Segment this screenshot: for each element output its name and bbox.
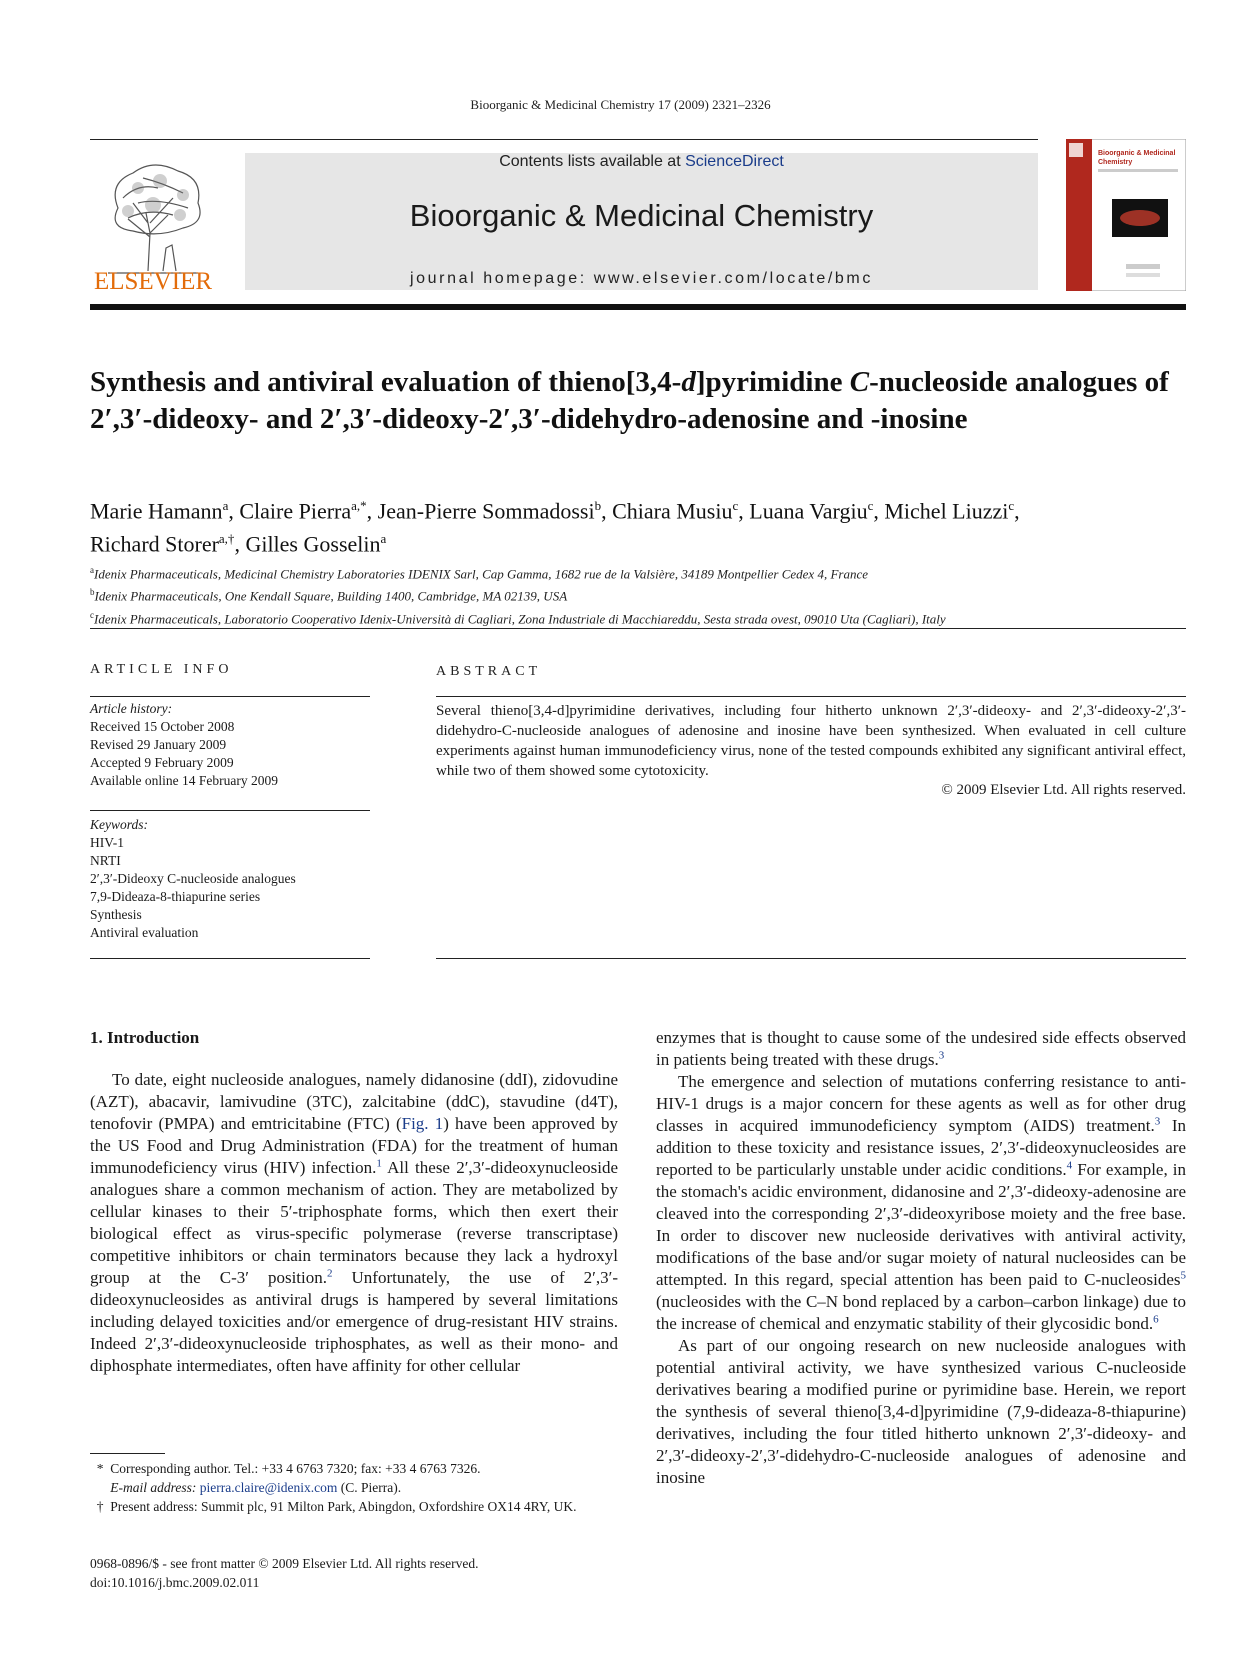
header-rule — [90, 139, 1038, 140]
keywords-label: Keywords: — [90, 817, 148, 832]
cover-title-line2: Chemistry — [1098, 159, 1133, 166]
history-item: Available online 14 February 2009 — [90, 773, 278, 788]
abstract-text: Several thieno[3,4-d]pyrimidine derivatives, including four hitherto unknown 2′,3′-dideoxy- and 2′,3′-dideoxy-2′,3′-didehydro-C-nucleoside analogues of adenosine and inosine have been synthesized. When evaluated in cell culture experiments against human immunodeficiency virus, none of the tested compounds exhibited any significant antiviral effect, while two of them showed some cytotoxicity. — [436, 703, 1186, 779]
email-name: (C. Pierra). — [337, 1480, 402, 1495]
author-affiliation-mark: a,* — [351, 498, 367, 513]
journal-citation: Bioorganic & Medicinal Chemistry 17 (2009) 2321–2326 — [470, 97, 771, 112]
author-name[interactable]: Richard Storer — [90, 531, 219, 557]
email-label: E-mail address: — [110, 1480, 200, 1495]
author-separator: , — [738, 498, 750, 524]
article-info-rule — [90, 696, 370, 697]
footnotes — [90, 1459, 618, 1516]
keyword-item: Antiviral evaluation — [90, 925, 199, 940]
reference-5-link[interactable]: 5 — [1180, 1269, 1186, 1282]
keyword-item: HIV-1 — [90, 835, 125, 850]
keywords-rule — [90, 810, 370, 811]
intro-text: In addition to these toxicity and resistance issues, 2′,3′-dideoxynucleosides are reported to be particularly unstable under acidic conditions. — [656, 1116, 1186, 1179]
keywords — [90, 816, 390, 942]
affiliation-mark: a — [90, 565, 94, 575]
author-separator: , — [234, 531, 246, 557]
author-affiliation-mark: c — [732, 498, 739, 513]
history-item: Revised 29 January 2009 — [90, 737, 227, 752]
footnote-email — [90, 1478, 618, 1497]
article-info-heading: ARTICLE INFO — [90, 662, 233, 677]
affiliation-item — [90, 606, 1190, 628]
contents-line — [245, 153, 1038, 171]
footnote-corresponding — [90, 1459, 618, 1478]
journal-homepage[interactable]: journal homepage: www.elsevier.com/locate/bmc — [410, 270, 873, 287]
author-separator: , — [1014, 498, 1020, 524]
issn-line: 0968-0896/$ - see front matter © 2009 Elsevier Ltd. All rights reserved. — [90, 1556, 479, 1571]
history-item: Received 15 October 2008 — [90, 719, 235, 734]
title-italic-c: C — [849, 366, 870, 398]
author-name[interactable]: Gilles Gosselin — [245, 531, 381, 557]
article-info-bottom-rule — [90, 958, 370, 959]
intro-paragraph-continued — [656, 1027, 1186, 1071]
footnote-mark: * — [96, 1461, 104, 1476]
front-matter — [90, 1554, 618, 1592]
intro-text: For example, in the stomach's acidic environment, didanosine and 2′,3′-dideoxy-adenosine are cleaved into the corresponding 2′,3′-dideoxyribose moiety and the free base. In order to discover new nucleoside derivatives with antiviral activity, modifications of the base and/or sugar moiety of natural nucleosides can be attempted. In this regard, special attention has been paid to C-nucleosides — [656, 1160, 1187, 1289]
footnote-mark: † — [96, 1499, 104, 1514]
keyword-item: 2′,3′-Dideoxy C-nucleoside analogues — [90, 871, 296, 886]
author-name[interactable]: Michel Liuzzi — [884, 498, 1009, 524]
author-separator: , — [366, 498, 378, 524]
author-name[interactable]: Jean-Pierre Sommadossi — [377, 498, 595, 524]
cover-title-line1: Bioorganic & Medicinal — [1098, 150, 1176, 157]
elsevier-wordmark: ELSEVIER — [93, 268, 213, 295]
author-name[interactable]: Luana Vargiu — [749, 498, 868, 524]
footnote-rule — [90, 1453, 165, 1454]
reference-1-link[interactable]: 1 — [376, 1157, 382, 1170]
footnote-text: Present address: Summit plc, 91 Milton Park, Abingdon, Oxfordshire OX14 4RY, UK. — [110, 1499, 577, 1514]
author-separator: , — [601, 498, 613, 524]
intro-text: Unfortunately, the use of 2′,3′-dideoxynucleosides as antiviral drugs is hampered by several limitations including delayed toxicities and/or emergence of drug-resistant HIV strains. Indeed 2′,3′-dideoxynucleoside triphosphates, as well as their mono- and diphosphate intermediates, often have affinity for other cellular — [90, 1268, 618, 1375]
intro-text: All these 2′,3′-dideoxynucleoside analogues share a common mechanism of action. They are metabolized by cellular kinases to their 5′-triphosphate forms, which then exert their biological effect as virus-specific polymerase (reverse transcriptase) competitive inhibitors or chain terminators because they lack a hydroxyl group at the C-3′ position. — [90, 1158, 619, 1287]
author-affiliation-mark: b — [594, 498, 602, 513]
reference-3-link[interactable]: 3 — [1154, 1115, 1161, 1128]
title-italic-d: d — [681, 366, 696, 398]
affiliation-text: Idenix Pharmaceuticals, Medicinal Chemistry Laboratories IDENIX Sarl, Cap Gamma, 1682 rue de la Valsière, 34189 Montpellier Cedex 4, France — [94, 566, 868, 582]
figure-1-link[interactable]: Fig. 1 — [401, 1114, 444, 1133]
intro-text: ) have been approved by the US Food and Drug Administration (FDA) for the treatment of human immunodeficiency virus (HIV) infection. — [90, 1114, 618, 1177]
sciencedirect-link[interactable]: ScienceDirect — [685, 153, 784, 170]
affiliation-list — [90, 561, 1190, 628]
author-affiliation-mark: c — [1008, 498, 1015, 513]
reference-6-link[interactable]: 6 — [1153, 1313, 1159, 1326]
doi-link[interactable]: doi:10.1016/j.bmc.2009.02.011 — [90, 1575, 260, 1590]
author-affiliation-mark: c — [867, 498, 874, 513]
affiliation-text: Idenix Pharmaceuticals, Laboratorio Cooperativo Idenix-Università di Cagliari, Zona Industriale di Macchiareddu, Sesta strada ovest, 09010 Uta (Cagliari), Italy — [94, 610, 946, 626]
history-item: Accepted 9 February 2009 — [90, 755, 234, 770]
journal-cover-image — [1066, 139, 1186, 291]
author-name[interactable]: Marie Hamann — [90, 498, 223, 524]
footnote-present-address — [90, 1497, 618, 1516]
author-affiliation-mark: a,† — [218, 531, 235, 547]
affiliation-mark: b — [90, 587, 95, 598]
affiliation-text: Idenix Pharmaceuticals, One Kendall Square, Building 1400, Cambridge, MA 02139, USA — [94, 588, 568, 604]
email-link[interactable]: pierra.claire@idenix.com — [199, 1480, 338, 1495]
author-name[interactable]: Chiara Musiu — [612, 498, 733, 524]
title-part3: -nucleoside analogues of 2′,3′-dideoxy- and 2′,3′-dideoxy-2′,3′-didehydro-adenosine and -inosine — [90, 366, 1169, 435]
abstract-bottom-rule — [436, 958, 1186, 959]
article-history — [90, 700, 370, 790]
author-affiliation-mark: a — [380, 531, 387, 547]
abstract-heading: ABSTRACT — [436, 664, 542, 679]
reference-4-link[interactable]: 4 — [1066, 1159, 1073, 1172]
contents-prefix: Contents lists available at — [499, 153, 686, 170]
header-thick-rule — [90, 304, 1186, 310]
abstract-rule — [436, 696, 1186, 697]
reference-2-link[interactable]: 2 — [327, 1267, 333, 1280]
abstract-copyright: © 2009 Elsevier Ltd. All rights reserved. — [941, 782, 1186, 798]
intro-text: enzymes that is thought to cause some of the undesired side effects observed in patients being treated with these drugs. — [656, 1028, 1186, 1069]
keyword-item: Synthesis — [90, 907, 142, 922]
intro-paragraph-2 — [656, 1071, 1186, 1335]
intro-text: The emergence and selection of mutations conferring resistance to anti-HIV-1 drugs is a major concern for these agents as well as for other drug classes in acquired immunodeficiency symptom (AIDS) treatment. — [656, 1072, 1186, 1135]
keyword-item: NRTI — [90, 853, 121, 868]
body-left-column — [90, 1027, 618, 1377]
section-heading-introduction: 1. Introduction — [90, 1028, 200, 1047]
author-separator: , — [228, 498, 240, 524]
author-affiliation-mark: a — [222, 498, 229, 513]
footnote-text: Corresponding author. Tel.: +33 4 6763 7320; fax: +33 4 6763 7326. — [110, 1461, 481, 1476]
title-part2: ]pyrimidine — [695, 366, 850, 398]
affiliation-item — [90, 583, 1190, 605]
section-rule — [90, 628, 1186, 629]
intro-text: To date, eight nucleoside analogues, namely didanosine (ddI), zidovudine (AZT), abacavir, lamivudine (3TC), zalcitabine (ddC), stavudine (d4T), tenofovir (PMPA) and emtricitabine (FTC) ( — [90, 1070, 618, 1133]
article-title — [90, 364, 1190, 438]
intro-paragraph-3: As part of our ongoing research on new nucleoside analogues with potential antiviral activity, we have synthesized various C-nucleoside derivatives bearing a modified purine or pyrimidine base. Herein, we report the synthesis of several thieno[3,4-d]pyrimidine (7,9-dideaza-8-thiapurine) derivatives, including the four titled hitherto unknown 2′,3′-dideoxy- and 2′,3′-dideoxy-2′,3′-didehydro-C-nucleoside analogues of adenosine and inosine — [656, 1336, 1186, 1487]
reference-3-link[interactable]: 3 — [938, 1049, 945, 1062]
author-list — [90, 492, 1190, 559]
affiliation-mark: c — [90, 609, 94, 620]
intro-text: (nucleosides with the C–N bond replaced by a carbon–carbon linkage) due to the increase of chemical and enzymatic stability of their glycosidic bond. — [656, 1292, 1186, 1333]
affiliation-item — [90, 561, 1190, 583]
keyword-item: 7,9-Dideaza-8-thiapurine series — [90, 889, 261, 904]
body-right-column — [656, 1027, 1186, 1489]
intro-paragraph-1 — [90, 1069, 618, 1377]
author-separator: , — [873, 498, 885, 524]
author-name[interactable]: Claire Pierra — [239, 498, 352, 524]
history-label: Article history: — [90, 701, 173, 716]
title-part1: Synthesis and antiviral evaluation of thieno[3,4- — [90, 366, 682, 398]
journal-name: Bioorganic & Medicinal Chemistry — [409, 198, 874, 233]
